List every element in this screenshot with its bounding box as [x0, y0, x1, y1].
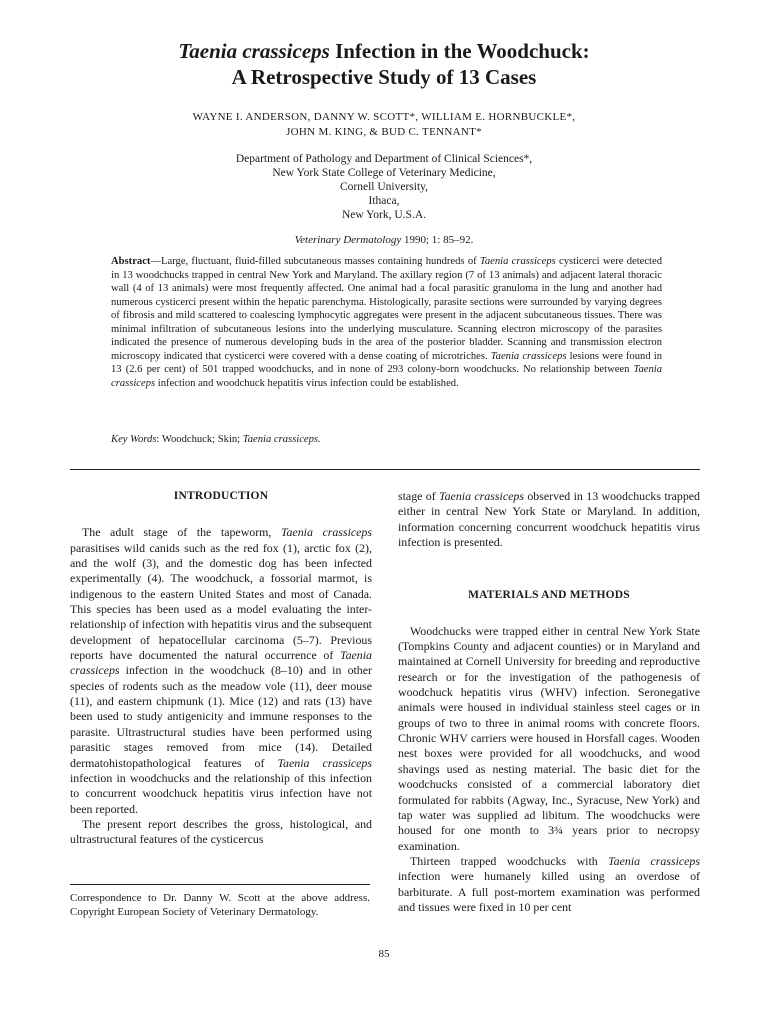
keywords-text: : Woodchuck; Skin; — [156, 434, 243, 445]
species-name: Taenia crassiceps — [70, 648, 372, 678]
intro-paragraph-continued — [398, 489, 700, 550]
species-name: Taenia crassiceps — [439, 489, 524, 503]
fraction: ¾ — [554, 823, 563, 838]
paragraph-text: infection were humanely killed using an overdose of barbiturate. A full post-mortem examination was performed and tissues were fixed in 10 per cent — [398, 869, 700, 914]
species-name: Taenia crassiceps — [608, 853, 701, 868]
affiliation-line: New York State College of Veterinary Medicine, — [272, 167, 496, 179]
paragraph-text: parasitises wild canids such as the red fox (1), arctic fox (2), and the wolf (3), and the domestic dog has been infected experimentally (4). The woodchuck, a fossorial marmot, is indigenous to the eastern United States and most of Canada. This species has been used as a model evaluating the inter-relationship of infection with hepatitis virus and the subsequent development of hepatocellular carcinoma (5–7). Previous reports have documented the natural occurrence of — [70, 540, 372, 663]
methods-paragraph — [398, 854, 700, 915]
abstract-text: cysticerci were detected in 13 woodchucks trapped in central New York and Maryland. The axillary region (7 of 13 animals) and adjacent lateral thoracic wall (4 of 13 animals) were most frequently affected. One animal had a focal parasitic granuloma in the lung and another had numerous cysticerci present within the hepatic parenchyma. Histologically, parasite sections were surrounded by varying degrees of fibrosis and mild scattered to coalescing lymphocytic aggregates were present in the adjacent subcutaneous tissues. There was minimal infiltration of subcutaneous lesions into the underlying musculature. Scanning electron microscopy of the parasites indicated the presence of numerous developing buds in the area of the posterior bladder. Scanning and transmission electron microscopy indicated that cysticerci were covered with a dense coating of microtriches. — [111, 256, 662, 362]
abstract-text: lesions were found in 13 (2.6 per cent) of 501 trapped woodchucks, and in none of 293 colony-born woodchucks. No relationship between — [111, 350, 662, 376]
correspondence-footnote: Correspondence to Dr. Danny W. Scott at the above address. Copyright European Society of Veterinary Dermatology. — [70, 892, 370, 918]
paragraph-text: stage of — [398, 489, 440, 503]
paragraph-text: The adult stage of the tapeworm, — [82, 525, 281, 540]
title-line1-rest: Infection in the Woodchuck: — [329, 39, 590, 63]
authors-line2: JOHN M. KING, & BUD C. TENNANT* — [286, 126, 482, 138]
intro-paragraph: The present report describes the gross, histological, and ultrastructural features of the cysticercus — [70, 816, 372, 847]
abstract — [111, 255, 662, 390]
journal-volume: 1990; 1: 85–92. — [401, 234, 474, 246]
key-words — [111, 433, 662, 447]
affiliation-line: Ithaca, — [368, 195, 400, 207]
abstract-text: —Large, fluctuant, fluid-filled subcutaneous masses containing hundreds of — [150, 256, 480, 267]
species-name: Taenia crassiceps — [111, 364, 662, 389]
paragraph-text: observed in 13 woodchucks trapped either in central New York State or Maryland. In addition, information concerning concurrent woodchuck hepatitis virus infection is presented. — [398, 489, 700, 550]
page-number: 85 — [378, 948, 390, 960]
authors-line1: WAYNE I. ANDERSON, DANNY W. SCOTT*, WILLIAM E. HORNBUCKLE*, — [192, 111, 576, 123]
paragraph-text: years prior to necropsy examination. — [398, 823, 700, 853]
affiliation — [0, 152, 768, 222]
species-name: Taenia crassiceps — [479, 256, 556, 267]
paper-title — [0, 38, 768, 90]
species-name: Taenia crassiceps. — [242, 434, 321, 445]
abstract-label: Abstract — [111, 256, 151, 267]
left-column — [70, 489, 372, 848]
methods-heading: MATERIALS AND METHODS — [468, 589, 630, 602]
methods-paragraph — [398, 624, 700, 854]
affiliation-line: Cornell University, — [339, 181, 429, 193]
author-list — [0, 110, 768, 140]
title-line2: A Retrospective Study of 13 Cases — [231, 65, 537, 89]
species-name: Taenia crassiceps — [490, 350, 567, 362]
paragraph-text: Thirteen trapped woodchucks with — [410, 853, 609, 868]
affiliation-line: New York, U.S.A. — [341, 209, 427, 221]
section-divider — [70, 469, 700, 470]
species-name: Taenia crassiceps — [277, 755, 373, 770]
paragraph-text: infection in the woodchuck (8–10) and in other species of rodents such as the meadow vole (11), deer mouse (11), and eastern chipmunk (1). Mice (12) and rats (13) have been used to study antigenicity and immune responses to the parasite. Ultrastructural studies have been performed using parasitic stages removed from mice (14). Detailed dermatohistopathological features of — [70, 663, 372, 770]
paragraph-text: infection in woodchucks and the relationship of this infection to concurrent woodchuck hepatitis virus infection have not been reported. — [70, 770, 372, 816]
introduction-heading: INTRODUCTION — [173, 490, 269, 502]
title-species: Taenia crassiceps — [178, 39, 330, 63]
journal-name: Veterinary Dermatology — [294, 234, 402, 246]
keywords-label: Key Words — [111, 434, 157, 445]
footnote-divider — [70, 884, 370, 885]
affiliation-line: Department of Pathology and Department of Clinical Sciences*, — [235, 153, 533, 165]
intro-paragraph — [70, 525, 372, 817]
journal-citation — [0, 233, 768, 247]
abstract-text: infection and woodchuck hepatitis virus infection could be established. — [155, 377, 459, 389]
right-column — [398, 489, 700, 915]
species-name: Taenia crassiceps — [280, 525, 372, 540]
paragraph-text: Woodchucks were trapped either in central New York State (Tompkins County and adjacent counties) or in Maryland and maintained at Cornell University for breeding and reproductive research or for the investigation of the pathogenesis of woodchuck hepatitis virus (WHV) infection. Seronegative animals were housed in individual stainless steel cages or in groups of two to three in animal rooms with concrete floors. Chronic WHV carriers were housed in Horsfall cages. Wooden nest boxes were provided for all woodchucks, and wood shavings used as nesting material. The basic diet for the woodchucks consisted of a commercial laboratory diet formulated for rabbits (Agway, Inc., Syracuse, New York) and tap water was supplied ad libitum. The woodchucks were housed for one month to 3 — [398, 623, 700, 838]
